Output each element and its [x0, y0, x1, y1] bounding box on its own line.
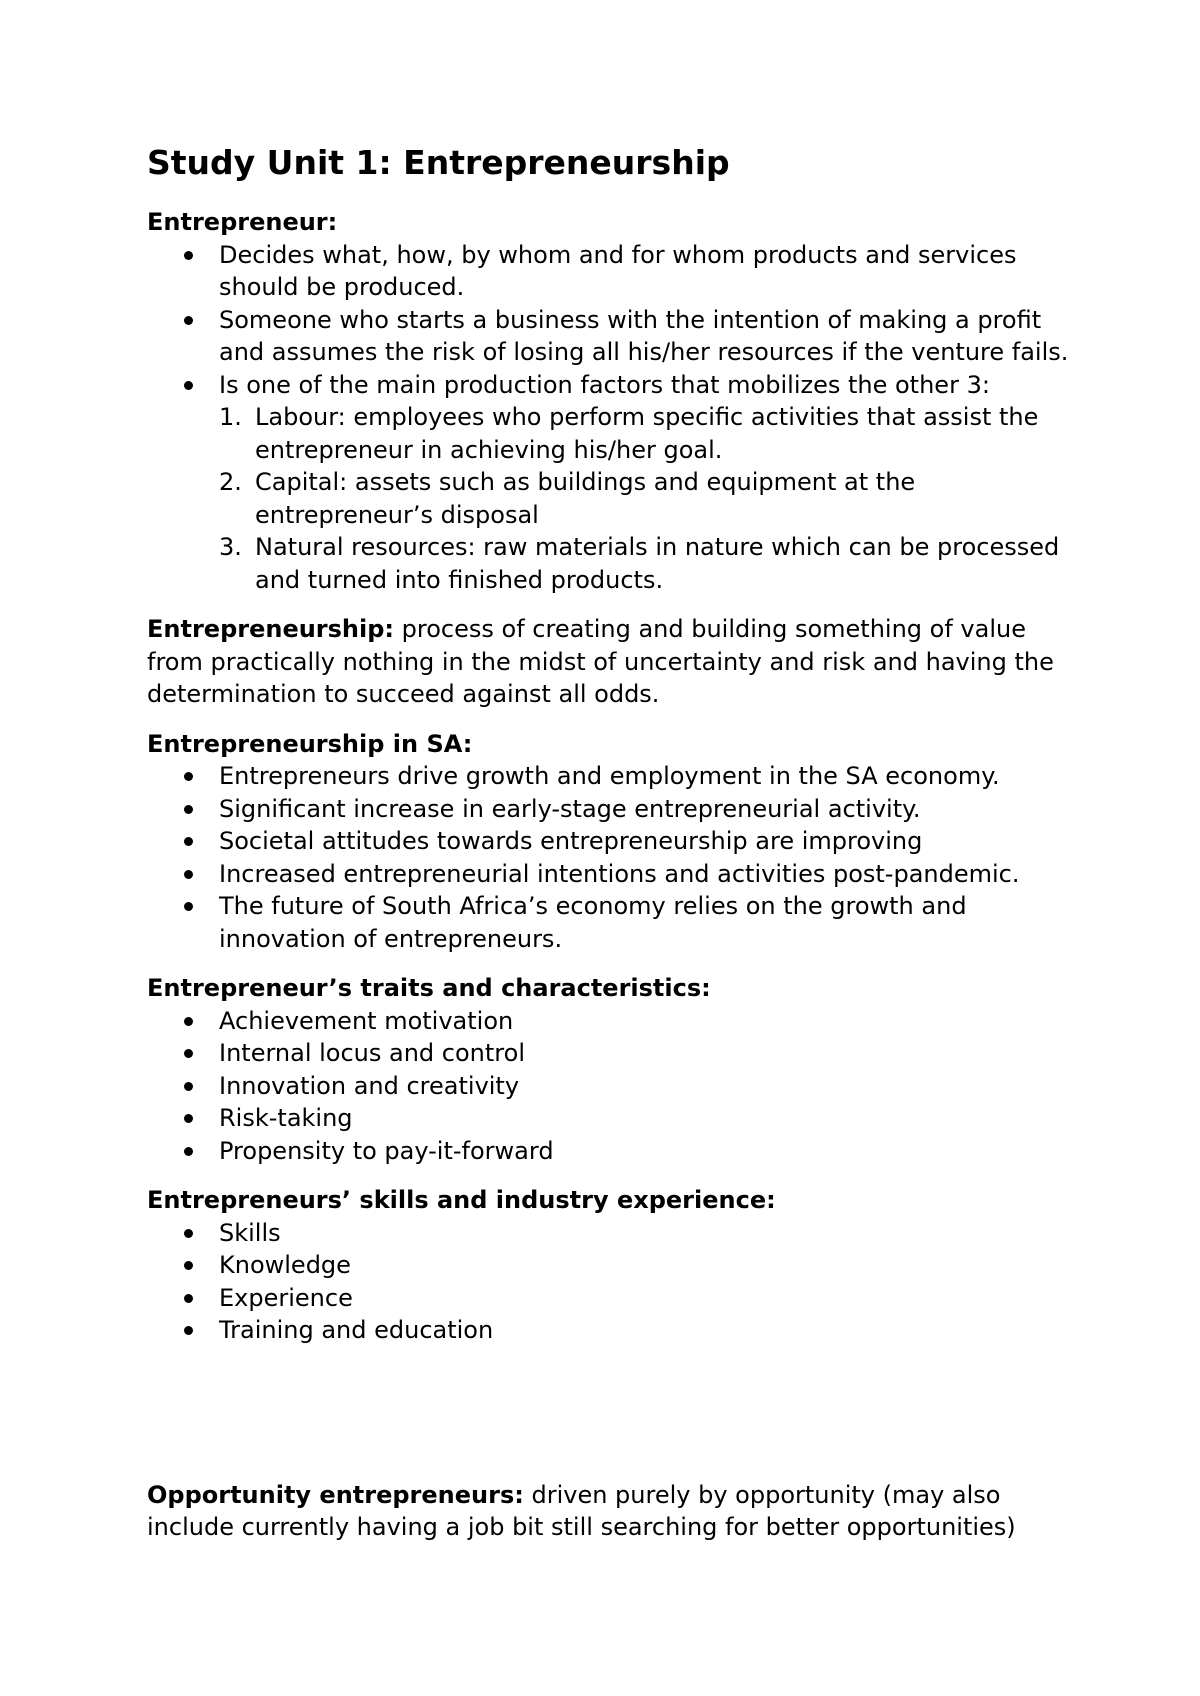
- page-title: Study Unit 1: Entrepreneurship: [147, 143, 730, 182]
- list-item: Societal attitudes towards entrepreneurship are improving: [219, 825, 1087, 858]
- list-item: Significant increase in early-stage entrepreneurial activity.: [219, 793, 1087, 826]
- item-text: Capital: assets such as buildings and equipment at the entrepreneur’s disposal: [255, 468, 916, 529]
- numbered-item: [219, 401, 1087, 466]
- list-item: Innovation and creativity: [219, 1070, 1087, 1103]
- production-factors-list: [219, 401, 1087, 596]
- item-number: 3.: [219, 533, 242, 561]
- list-item: Knowledge: [219, 1249, 1087, 1282]
- list-item: Training and education: [219, 1314, 1087, 1347]
- traits-section: [147, 972, 1087, 1167]
- item-number: 2.: [219, 468, 242, 496]
- traits-bullet-list: [147, 1005, 1087, 1168]
- numbered-item: [219, 466, 1087, 531]
- definition-text: driven purely by opportunity (may also include currently having a job bit still searching for better opportunities): [147, 1480, 1016, 1541]
- section-heading-entrepreneurship-sa: Entrepreneurship in SA:: [147, 729, 473, 758]
- entrepreneur-bullet-list: [147, 239, 1087, 597]
- list-item: The future of South Africa’s economy relies on the growth and innovation of entrepreneurs.: [219, 890, 1087, 955]
- entrepreneur-section: [147, 206, 1087, 596]
- item-text: Natural resources: raw materials in nature which can be processed and turned into finished products.: [255, 533, 1060, 594]
- list-item: Experience: [219, 1282, 1087, 1315]
- skills-section: [147, 1184, 1087, 1347]
- list-item: Entrepreneurs drive growth and employment in the SA economy.: [219, 760, 1087, 793]
- item-number: 1.: [219, 403, 242, 431]
- list-item-text: Is one of the main production factors that mobilizes the other 3:: [219, 370, 990, 399]
- list-item: [219, 369, 1087, 597]
- section-heading-entrepreneur: Entrepreneur:: [147, 208, 338, 236]
- opportunity-definition: [147, 1479, 1087, 1544]
- definition-text: process of creating and building something of value from practically nothing in the midst of uncertainty and risk and having the determination to succeed against all odds.: [147, 615, 1054, 708]
- list-item: Internal locus and control: [219, 1037, 1087, 1070]
- section-heading-skills: Entrepreneurs’ skills and industry experience:: [147, 1186, 776, 1214]
- skills-bullet-list: [147, 1217, 1087, 1347]
- definition-paragraph: [147, 1479, 1087, 1544]
- list-item: Skills: [219, 1217, 1087, 1250]
- entrepreneurship-definition: [147, 613, 1087, 711]
- list-item: Someone who starts a business with the intention of making a profit and assumes the risk of losing all his/her resources if the venture fails.: [219, 304, 1087, 369]
- list-item: Increased entrepreneurial intentions and activities post-pandemic.: [219, 858, 1087, 891]
- entrepreneurship-sa-section: [147, 728, 1087, 956]
- entrepreneurship-sa-bullet-list: [147, 760, 1087, 955]
- list-item: Achievement motivation: [219, 1005, 1087, 1038]
- list-item: Decides what, how, by whom and for whom products and services should be produced.: [219, 239, 1087, 304]
- item-text: Labour: employees who perform specific activities that assist the entrepreneur in achieving his/her goal.: [255, 403, 1039, 464]
- section-heading-traits: Entrepreneur’s traits and characteristics:: [147, 974, 711, 1002]
- numbered-item: [219, 531, 1087, 596]
- definition-paragraph: [147, 613, 1087, 711]
- definition-term: Entrepreneurship:: [147, 615, 395, 643]
- document-content: [147, 140, 1087, 1561]
- blank-space: [147, 1364, 1087, 1479]
- definition-term: Opportunity entrepreneurs:: [147, 1480, 524, 1509]
- list-item: Risk-taking: [219, 1102, 1087, 1135]
- list-item: Propensity to pay-it-forward: [219, 1135, 1087, 1168]
